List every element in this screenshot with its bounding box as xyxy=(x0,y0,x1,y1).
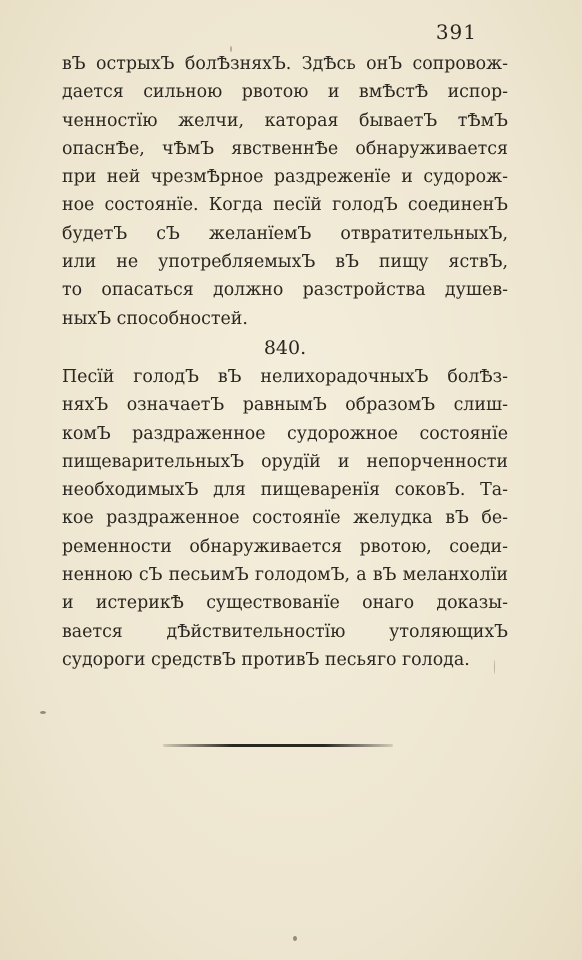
text-line: необходимыхЪ для пищеваренїя соковЪ. Та- xyxy=(62,480,508,501)
text-line: няхЪ означаетЪ равнымЪ образомЪ слиш- xyxy=(62,395,508,416)
text-line: опаснѢе, чѢмЪ явственнѢе обнаруживается xyxy=(62,138,508,159)
paragraph-2 xyxy=(62,363,508,674)
text-line: дается сильною рвотою и вмѢстѢ испор- xyxy=(62,82,508,103)
page-number: 391 xyxy=(435,20,477,44)
text-line: комЪ раздраженное судорожное состоянїе xyxy=(62,423,508,444)
text-line: ненною сЪ песьимЪ голодомЪ, а вЪ меланхолїи xyxy=(62,565,508,586)
text-line: Песїй голодЪ вЪ нелихорадочныхЪ болѢз- xyxy=(62,366,508,387)
end-rule-divider xyxy=(163,744,393,747)
section-number: 840. xyxy=(263,336,307,359)
text-line: и истерикѢ существованїе онаго доказы- xyxy=(62,593,508,614)
text-line: то опасаться должно разстройства душев- xyxy=(62,280,508,301)
ink-speck xyxy=(494,660,495,674)
text-line: кое раздраженное состоянїе желудка вЪ бе- xyxy=(62,508,508,529)
ink-speck xyxy=(40,711,46,714)
ink-speck xyxy=(293,936,297,941)
paragraph-1 xyxy=(62,50,508,333)
text-line: ное состоянїе. Когда песїй голодЪ соединенЪ xyxy=(62,195,508,216)
text-line: пищеварительныхЪ орудїй и непорченности xyxy=(62,451,508,472)
text-line: ченностїю желчи, каторая бываетЪ тѢмЪ xyxy=(62,110,508,131)
text-line: судороги средствЪ противЪ песьяго голода. xyxy=(62,649,470,670)
text-line: будетЪ сЪ желанїемЪ отвратительныхЪ, xyxy=(62,223,508,244)
main-text xyxy=(62,50,508,674)
text-line: вается дѢйствительностїю утоляющихЪ xyxy=(62,621,508,642)
text-line: ныхЪ способностей. xyxy=(62,308,248,329)
text-line: ременности обнаруживается рвотою, соеди- xyxy=(62,536,508,557)
text-line: при ней чрезмѢрное раздреженїе и судорож- xyxy=(62,167,508,188)
text-line: или не употребляемыхЪ вЪ пищу яствЪ, xyxy=(62,252,508,273)
text-line: вЪ острыхЪ болѢзняхЪ. ЗдѢсь онЪ сопровож- xyxy=(62,54,508,74)
ink-speck xyxy=(230,46,232,52)
